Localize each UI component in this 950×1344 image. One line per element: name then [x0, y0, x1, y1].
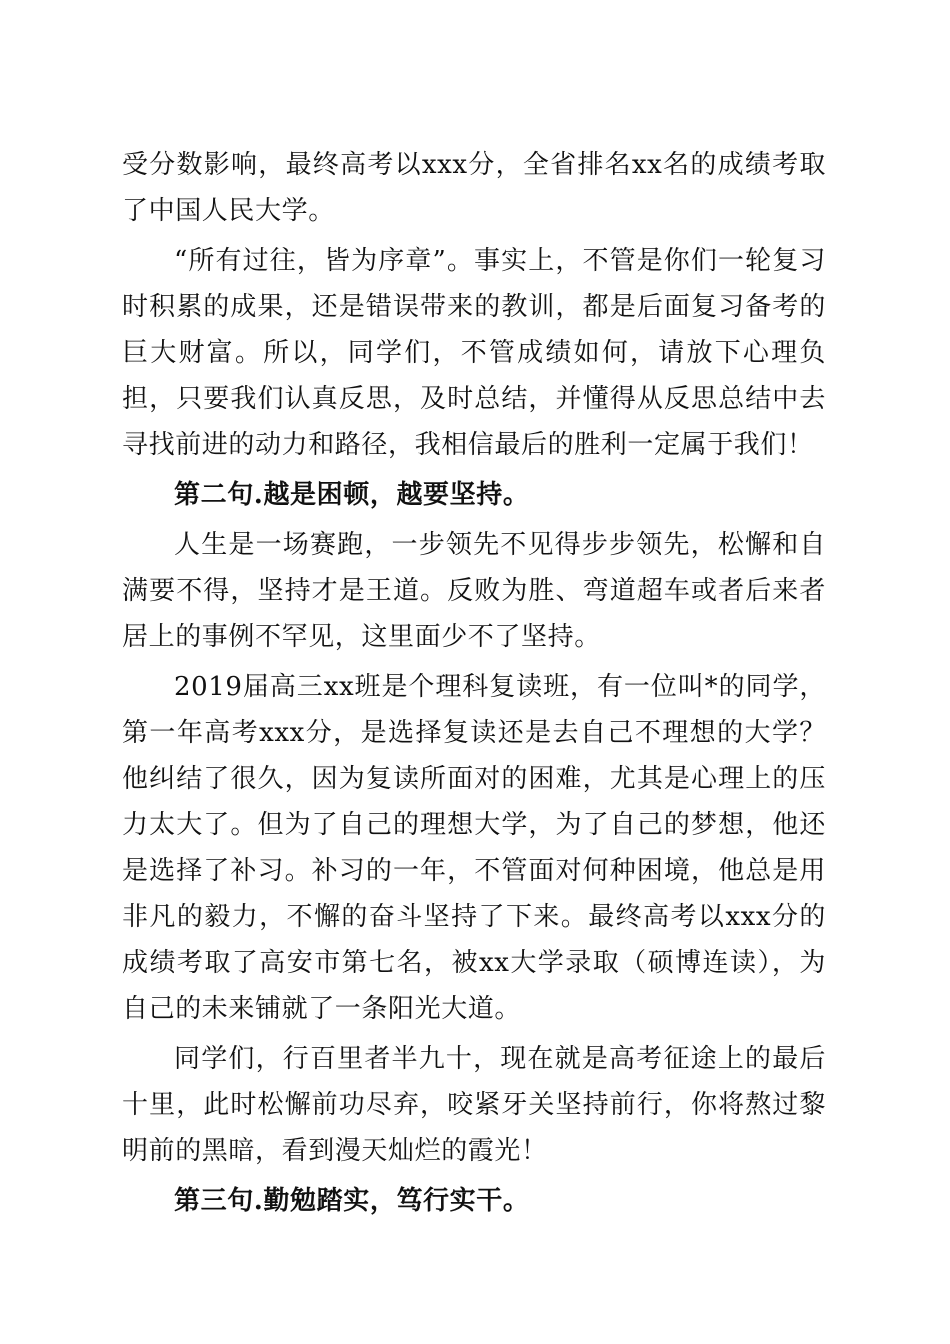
- document-body: [122, 142, 826, 1228]
- paragraph-all-past-prologue: “所有过往，皆为序章”。事实上，不管是你们一轮复习时积累的成果，还是错误带来的教训，都是后面复习备考的巨大财富。所以，同学们，不管成绩如何，请放下心理负担，只要我们认真反思，及时总结，并懂得从反思总结中去寻找前进的动力和路径，我相信最后的胜利一定属于我们！: [122, 246, 826, 460]
- paragraph-continuation: 受分数影响，最终高考以xxx分，全省排名xx名的成绩考取了中国人民大学。: [122, 150, 826, 226]
- paragraph-life-race: 人生是一场赛跑，一步领先不见得步步领先，松懈和自满要不得，坚持才是王道。反败为胜、弯道超车或者后来者居上的事例不罕见，这里面少不了坚持。: [122, 530, 826, 652]
- section-heading-third: 第三句.勤勉踏实，笃行实干。: [174, 1186, 530, 1216]
- section-heading-second: 第二句.越是困顿，越要坚持。: [174, 480, 530, 510]
- paragraph-final-ten-li: 同学们，行百里者半九十，现在就是高考征途上的最后十里，此时松懈前功尽弃，咬紧牙关坚持前行，你将熬过黎明前的黑暗，看到漫天灿烂的霞光！: [122, 1044, 826, 1166]
- paragraph-2019-example: 2019届高三xx班是个理科复读班，有一位叫*的同学，第一年高考xxx分，是选择复读还是去自己不理想的大学？他纠结了很久，因为复读所面对的困难，尤其是心理上的压力太大了。但为了自己的理想大学，为了自己的梦想，他还是选择了补习。补习的一年，不管面对何种困境，他总是用非凡的毅力，不懈的奋斗坚持了下来。最终高考以xxx分的成绩考取了高安市第七名，被xx大学录取（硕博连读），为自己的未来铺就了一条阳光大道。: [122, 672, 826, 1024]
